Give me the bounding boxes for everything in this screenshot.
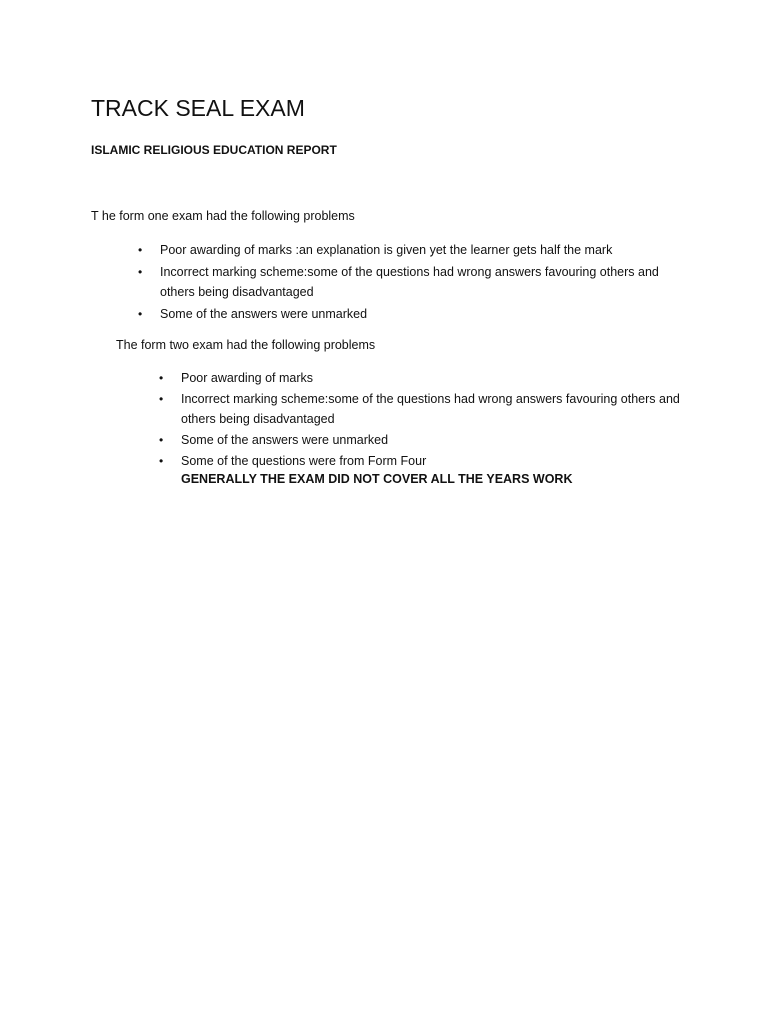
list-item [138,262,680,302]
page-title: TRACK SEAL EXAM [91,95,305,121]
form-one-problem-list [138,240,680,326]
list-item-text: Incorrect marking scheme:some of the questions had wrong answers favouring others and others being disadvantaged [181,392,680,426]
list-item [138,240,680,260]
list-item-text: Poor awarding of marks [181,371,314,385]
bullet-icon: • [138,243,143,257]
bullet-icon: • [138,307,143,321]
list-item [159,389,681,429]
list-item-text: Some of the questions were from Form Four [181,454,427,468]
list-item-text: Poor awarding of marks :an explanation is given yet the learner gets half the mark [160,243,613,257]
bullet-icon: • [159,392,164,406]
bullet-icon: • [159,371,164,385]
bullet-icon: • [159,433,164,447]
form-two-problem-list [159,368,681,472]
list-item [159,368,681,388]
report-subtitle: ISLAMIC RELIGIOUS EDUCATION REPORT [91,143,337,157]
list-item-text: Incorrect marking scheme:some of the questions had wrong answers favouring others and others being disadvantaged [160,265,659,299]
list-item [159,451,681,471]
form-one-intro: T he form one exam had the following problems [91,209,355,223]
list-item [138,304,680,324]
list-item-text: Some of the answers were unmarked [181,433,389,447]
conclusion-statement: GENERALLY THE EXAM DID NOT COVER ALL THE YEARS WORK [181,472,573,486]
list-item [159,430,681,450]
bullet-icon: • [138,265,143,279]
list-item-text: Some of the answers were unmarked [160,307,368,321]
bullet-icon: • [159,454,164,468]
form-two-intro: The form two exam had the following problems [116,338,376,352]
